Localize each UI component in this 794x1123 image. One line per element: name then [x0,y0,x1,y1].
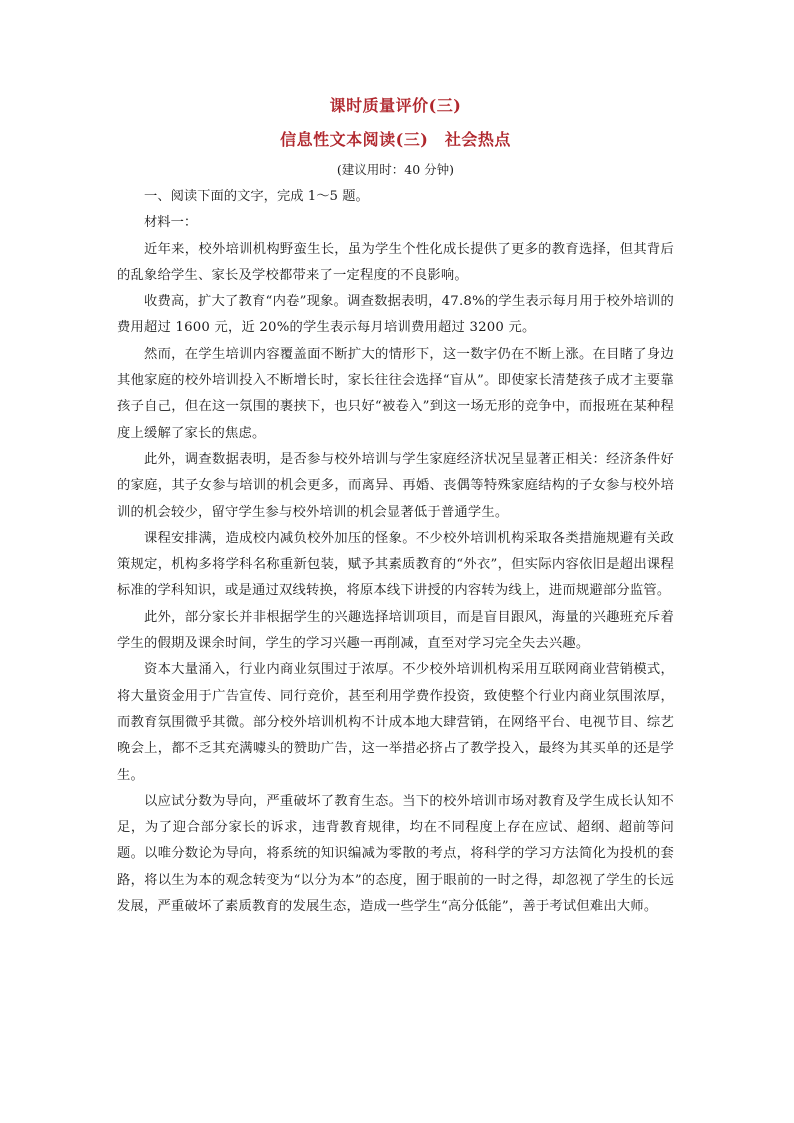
paragraph-4: 此外，调查数据表明，是否参与校外培训与学生家庭经济状况呈显著正相关：经济条件好的家庭，其子女参与培训的机会更多，而离异、再婚、丧偶等特殊家庭结构的子女参与校外培训的机会较少，留守学生参与校外培训的机会显著低于普通学生。 [117,451,674,520]
document-page [117,94,674,920]
page-subtitle: 信息性文本阅读(三) 社会热点 [280,130,511,149]
paragraph-3: 然而，在学生培训内容覆盖面不断扩大的情形下，这一数字仍在不断上涨。在目睹了身边其他家庭的校外培训投入不断增长时，家长往往会选择“盲从”。即使家长清楚孩子成才主要靠孩子自己，但在这一氛围的裹挟下，也只好“被卷入”到这一场无形的竞争中，而报班在某种程度上缓解了家长的焦虑。 [117,346,674,441]
paragraph-5: 课程安排满，造成校内减负校外加压的怪象。不少校外培训机构采取各类措施规避有关政策规定，机构多将学科名称重新包装，赋予其素质教育的“外衣”，但实际内容依旧是超出课程标准的学科知识，或是通过双线转换，将原本线下讲授的内容转为线上，进而规避部分监管。 [117,530,674,599]
paragraph-7: 资本大量涌入，行业内商业氛围过于浓厚。不少校外培训机构采用互联网商业营销模式，将大量资金用于广告宣传、同行竞价，甚至利用学费作投资，致使整个行业内商业氛围浓厚，而教育氛围微乎其微。部分校外培训机构不计成本地大肆营销，在网络平台、电视节目、综艺晚会上，都不乏其充满噱头的赞助广告，这一举措必挤占了教学投入，最终为其买单的还是学生。 [117,662,674,783]
paragraph-8: 以应试分数为导向，严重破坏了教育生态。当下的校外培训市场对教育及学生成长认知不足，为了迎合部分家长的诉求，违背教育规律，均在不同程度上存在应试、超纲、超前等问题。以唯分数论为导向，将系统的知识编减为零散的考点，将科学的学习方法简化为投机的套路，将以生为本的观念转变为“以分为本”的态度，囿于眼前的一时之得，却忽视了学生的长远发展，严重破坏了素质教育的发展生态，造成一些学生“高分低能”，善于考试但难出大师。 [117,793,674,915]
time-note: (建议用时：40 分钟) [336,162,455,177]
instruction-text: 一、阅读下面的文字，完成 1～5 题。 [144,189,369,204]
material-label: 材料一： [144,215,198,231]
page-title: 课时质量评价(三) [329,96,462,115]
paragraph-6: 此外，部分家长并非根据学生的兴趣选择培训项目，而是盲目跟风，海量的兴趣班充斥着学生的假期及课余时间，学生的学习兴趣一再削减，直至对学习完全失去兴趣。 [117,609,674,652]
paragraph-1: 近年来，校外培训机构野蛮生长，虽为学生个性化成长提供了更多的教育选择，但其背后的乱象给学生、家长及学校都带来了一定程度的不良影响。 [117,241,674,283]
paragraph-2: 收费高，扩大了教育“内卷”现象。调查数据表明，47.8%的学生表示每月用于校外培训的费用超过 1600 元，近 20%的学生表示每月培训费用超过 3200 元。 [117,294,674,336]
